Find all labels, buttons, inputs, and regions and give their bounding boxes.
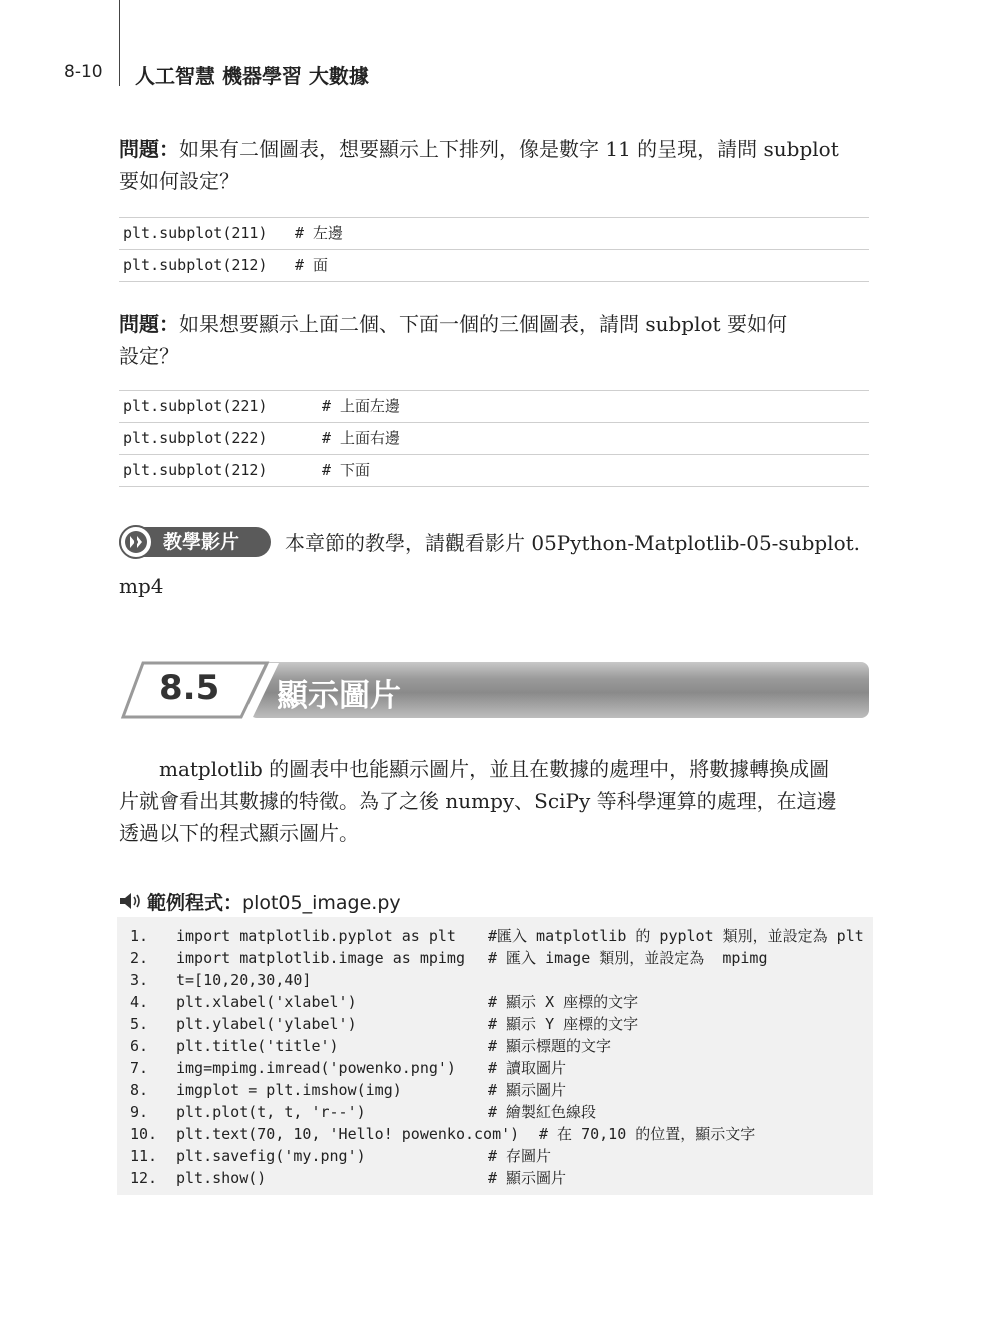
line-number: 4. [130, 993, 149, 1011]
code-comment: # 顯示 Y 座標的文字 [488, 1015, 639, 1033]
code-cell: plt.subplot(211) [123, 224, 268, 242]
code-source: t=[10,20,30,40] [176, 971, 312, 989]
code-block [117, 917, 873, 1195]
code-table-1 [119, 217, 869, 282]
code-comment: # 顯示圖片 [488, 1169, 567, 1187]
header-divider [119, 0, 120, 86]
line-number: 12. [130, 1169, 158, 1187]
intro-line: matplotlib 的圖表中也能顯示圖片，並且在數據的處理中，將數據轉換成圖 [159, 757, 830, 781]
code-comment: #匯入 matplotlib 的 pyplot 類別，並設定為 plt [488, 927, 864, 945]
code-source: import matplotlib.pyplot as plt [176, 927, 456, 945]
line-number: 5. [130, 1015, 149, 1033]
code-cell: plt.subplot(212) [123, 461, 268, 479]
line-number: 9. [130, 1103, 149, 1121]
table-row [119, 218, 869, 250]
speaker-icon [119, 892, 143, 915]
comment-cell: # 下面 [322, 461, 371, 479]
code-source: plt.ylabel('ylabel') [176, 1015, 357, 1033]
section-heading [119, 660, 871, 720]
line-number: 8. [130, 1081, 149, 1099]
code-comment: # 匯入 image 類別，並設定為 mpimg [488, 949, 768, 967]
line-number: 11. [130, 1147, 158, 1165]
video-note [119, 525, 879, 561]
intro-paragraph [119, 753, 869, 849]
code-source: plt.savefig('my.png') [176, 1147, 366, 1165]
question-text: 如果有二個圖表，想要顯示上下排列，像是數字 11 的呈現，請問 subplot [179, 137, 839, 161]
question-label: 問題： [119, 312, 179, 336]
code-source: plt.text(70, 10, 'Hello! powenko.com') [176, 1125, 520, 1143]
code-source: plt.show() [176, 1169, 267, 1187]
table-row [119, 391, 869, 423]
video-badge [119, 527, 271, 557]
comment-cell: # 上面左邊 [322, 397, 401, 415]
table-row [119, 455, 869, 487]
code-cell: plt.subplot(212) [123, 256, 268, 274]
comment-cell: # 左邊 [295, 224, 344, 242]
question-text-cont: 要如何設定？ [119, 169, 239, 193]
line-number: 7. [130, 1059, 149, 1077]
code-source: import matplotlib.image as mpimg [176, 949, 465, 967]
page-number: 8-10 [64, 62, 103, 82]
intro-line: 透過以下的程式顯示圖片。 [119, 821, 359, 845]
code-comment: # 存圖片 [488, 1147, 552, 1165]
code-source: img=mpimg.imread('powenko.png') [176, 1059, 456, 1077]
section-title: 顯示圖片 [277, 678, 401, 714]
code-comment: # 顯示標題的文字 [488, 1037, 612, 1055]
video-badge-label: 教學影片 [163, 531, 240, 553]
code-table-2 [119, 390, 869, 487]
line-number: 10. [130, 1125, 158, 1143]
code-source: plt.plot(t, t, 'r--') [176, 1103, 366, 1121]
question-text: 如果想要顯示上面二個、下面一個的三個圖表，請問 subplot 要如何 [179, 312, 787, 336]
line-number: 3. [130, 971, 149, 989]
code-cell: plt.subplot(222) [123, 429, 268, 447]
code-comment: # 顯示圖片 [488, 1081, 567, 1099]
question-text-cont: 設定？ [119, 344, 179, 368]
code-comment: # 顯示 X 座標的文字 [488, 993, 639, 1011]
book-title: 人工智慧 機器學習 大數據 [135, 64, 369, 88]
video-disc-icon [119, 525, 153, 559]
question-label: 問題： [119, 137, 179, 161]
code-source: plt.title('title') [176, 1037, 339, 1055]
question-1 [119, 133, 869, 197]
code-comment: # 在 70,10 的位置，顯示文字 [539, 1125, 756, 1143]
section-number: 8.5 [159, 668, 220, 708]
code-comment: # 繪製紅色線段 [488, 1103, 597, 1121]
code-cell: plt.subplot(221) [123, 397, 268, 415]
table-row [119, 250, 869, 282]
question-2 [119, 308, 869, 372]
video-text: 本章節的教學，請觀看影片 05Python-Matplotlib-05-subplot. [285, 531, 861, 555]
code-source: imgplot = plt.imshow(img) [176, 1081, 402, 1099]
example-label-text: 範例程式： [147, 892, 243, 914]
line-number: 6. [130, 1037, 149, 1055]
line-number: 1. [130, 927, 149, 945]
video-text-cont: mp4 [119, 574, 164, 598]
code-source: plt.xlabel('xlabel') [176, 993, 357, 1011]
comment-cell: # 上面右邊 [322, 429, 401, 447]
code-comment: # 讀取圖片 [488, 1059, 567, 1077]
line-number: 2. [130, 949, 149, 967]
comment-cell: # 面 [295, 256, 329, 274]
table-row [119, 423, 869, 455]
intro-line: 片就會看出其數據的特徵。為了之後 numpy、SciPy 等科學運算的處理，在這邊 [119, 789, 837, 813]
example-filename: plot05_image.py [242, 892, 401, 914]
